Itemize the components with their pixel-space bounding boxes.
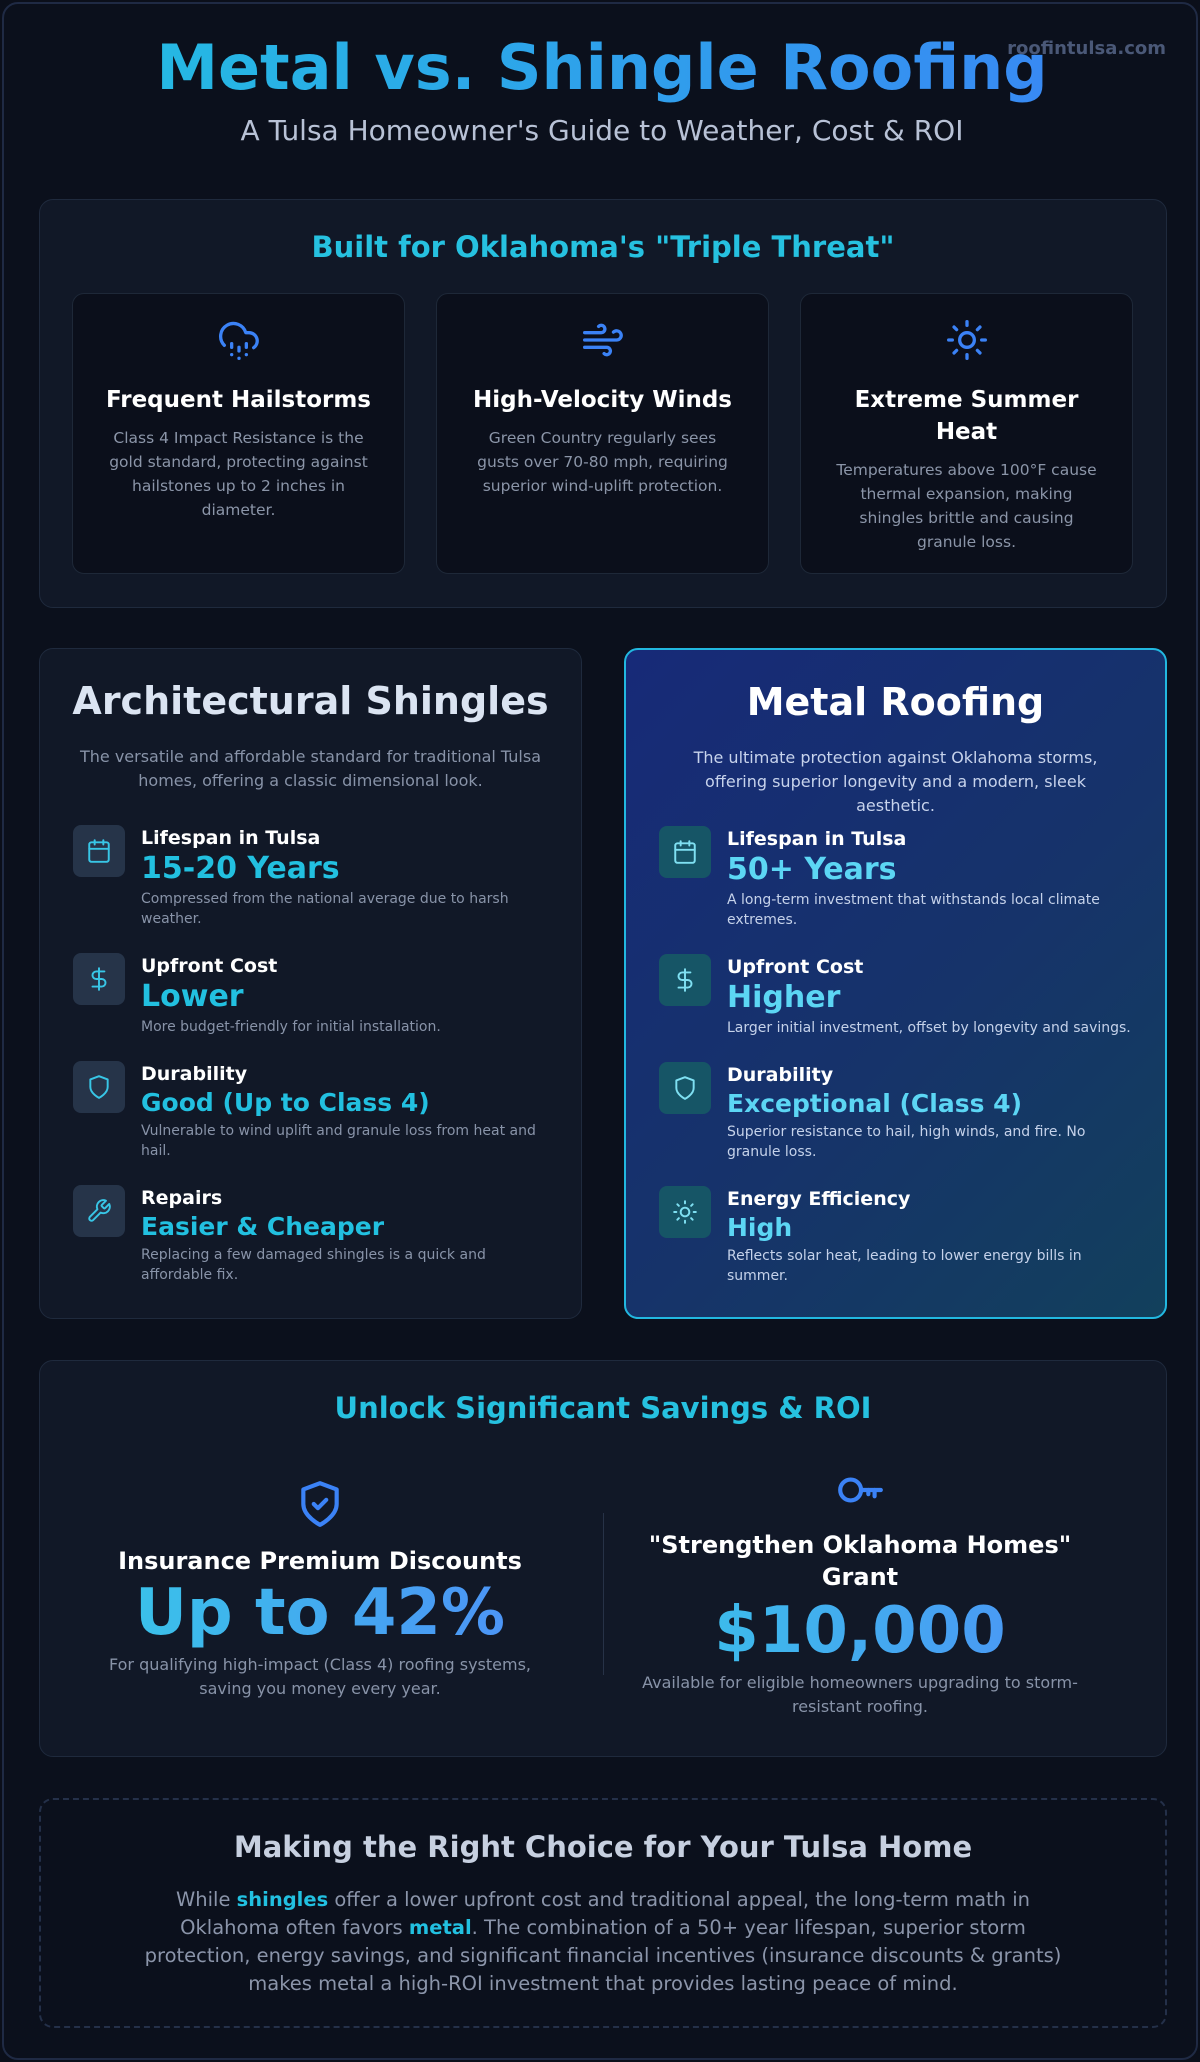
shield-icon — [73, 1061, 125, 1113]
feature-value: Exceptional (Class 4) — [727, 1089, 1023, 1118]
feature-value: Easier & Cheaper — [141, 1212, 385, 1241]
highlight-shingles: shingles — [236, 1888, 329, 1911]
dollar-icon — [659, 954, 711, 1006]
section-title: Built for Oklahoma's "Triple Threat" — [311, 230, 895, 264]
feature-lifespan — [73, 825, 551, 929]
feature-note: Compressed from the national average due to harsh weather. — [141, 891, 509, 927]
column-description: The ultimate protection against Oklahoma storms, offering superior longevity and a modern, sleek aesthetic. — [693, 748, 1098, 815]
shield-icon — [659, 1062, 711, 1114]
feature-label: Durability — [141, 1063, 248, 1085]
sun-icon — [659, 1186, 711, 1238]
key-icon — [610, 1465, 1110, 1519]
column-description: The versatile and affordable standard for traditional Tulsa homes, offering a classic dimensional look. — [79, 747, 541, 790]
threat-title: High-Velocity Winds — [473, 387, 732, 413]
grant-note: Available for eligible homeowners upgrading to storm-resistant roofing. — [642, 1673, 1078, 1716]
feature-repairs — [73, 1185, 551, 1285]
metal-column — [624, 648, 1167, 1319]
insurance-heading: Insurance Premium Discounts — [118, 1547, 522, 1575]
feature-note: A long-term investment that withstands local climate extremes. — [727, 892, 1100, 928]
threat-text: Class 4 Impact Resistance is the gold standard, protecting against hailstones up to 2 inches in diameter. — [109, 429, 368, 519]
threat-card-wind — [436, 293, 769, 574]
column-title: Metal Roofing — [746, 680, 1045, 724]
triple-threat-section — [39, 199, 1167, 608]
feature-value: Good (Up to Class 4) — [141, 1088, 430, 1117]
conclusion-text-part: . The combination of a 50+ year lifespan, superior storm protection, energy savings, and significant financial incentives (insurance discounts & grants) makes metal a high-ROI investment that provides lasting peace of mind. — [144, 1916, 1062, 1995]
calendar-icon — [73, 825, 125, 877]
feature-note: Reflects solar heat, leading to lower energy bills in summer. — [727, 1248, 1082, 1284]
insurance-value: Up to 42% — [90, 1577, 550, 1649]
feature-energy-efficiency — [659, 1186, 1135, 1286]
feature-note: Larger initial investment, offset by longevity and savings. — [727, 1020, 1131, 1036]
conclusion-title: Making the Right Choice for Your Tulsa Home — [233, 1830, 973, 1864]
feature-value: Higher — [727, 980, 841, 1015]
wind-icon — [437, 318, 768, 362]
feature-lifespan — [659, 826, 1135, 930]
feature-label: Durability — [727, 1064, 834, 1086]
calendar-icon — [659, 826, 711, 878]
feature-label: Energy Efficiency — [727, 1188, 911, 1210]
feature-note: Superior resistance to hail, high winds, and fire. No granule loss. — [727, 1124, 1086, 1160]
threat-card-heat — [800, 293, 1133, 574]
page-title: Metal vs. Shingle Roofing — [4, 30, 1200, 106]
grant-heading: "Strengthen Oklahoma Homes" Grant — [648, 1531, 1072, 1591]
threat-card-hail — [72, 293, 405, 574]
highlight-metal: metal — [408, 1916, 472, 1939]
dollar-icon — [73, 953, 125, 1005]
insurance-discount-block — [90, 1479, 550, 1701]
feature-label: Lifespan in Tulsa — [141, 827, 321, 849]
conclusion-text-part: offer a lower upfront cost and traditional appeal, the long-term math in Oklahoma often favors — [180, 1888, 1031, 1939]
feature-note: Replacing a few damaged shingles is a quick and affordable fix. — [141, 1247, 486, 1283]
grant-block — [610, 1465, 1110, 1719]
feature-note: Vulnerable to wind uplift and granule loss from heat and hail. — [141, 1123, 536, 1159]
feature-upfront-cost — [73, 953, 551, 1037]
feature-upfront-cost — [659, 954, 1135, 1038]
divider — [603, 1513, 604, 1675]
feature-label: Repairs — [141, 1187, 223, 1209]
feature-value: Lower — [141, 979, 244, 1014]
feature-label: Upfront Cost — [727, 956, 864, 978]
conclusion-section — [39, 1798, 1167, 2028]
threat-title: Extreme Summer Heat — [854, 387, 1079, 445]
page-frame — [2, 2, 1198, 2060]
feature-note: More budget-friendly for initial installation. — [141, 1019, 441, 1035]
sun-icon — [801, 318, 1132, 362]
feature-durability — [659, 1062, 1135, 1162]
feature-durability — [73, 1061, 551, 1161]
feature-value: 50+ Years — [727, 852, 897, 887]
feature-label: Upfront Cost — [141, 955, 278, 977]
feature-value: 15-20 Years — [141, 851, 340, 886]
conclusion-text — [131, 1886, 1075, 1998]
threat-text: Green Country regularly sees gusts over 70-80 mph, requiring superior wind-uplift protection. — [477, 429, 728, 495]
feature-value: High — [727, 1213, 793, 1242]
page-subtitle: A Tulsa Homeowner's Guide to Weather, Cost & ROI — [240, 114, 964, 147]
column-title: Architectural Shingles — [72, 679, 549, 723]
shield-check-icon — [90, 1479, 550, 1533]
savings-section — [39, 1360, 1167, 1757]
threat-title: Frequent Hailstorms — [105, 387, 372, 413]
shingles-column — [39, 648, 582, 1319]
wrench-icon — [73, 1185, 125, 1237]
feature-label: Lifespan in Tulsa — [727, 828, 907, 850]
threat-text: Temperatures above 100°F cause thermal expansion, making shingles brittle and causing granule loss. — [836, 461, 1097, 551]
hail-cloud-icon — [73, 318, 404, 362]
conclusion-text-part: While — [175, 1888, 237, 1911]
insurance-note: For qualifying high-impact (Class 4) roofing systems, saving you money every year. — [109, 1655, 531, 1698]
grant-value: $10,000 — [610, 1595, 1110, 1667]
section-title: Unlock Significant Savings & ROI — [334, 1391, 872, 1425]
